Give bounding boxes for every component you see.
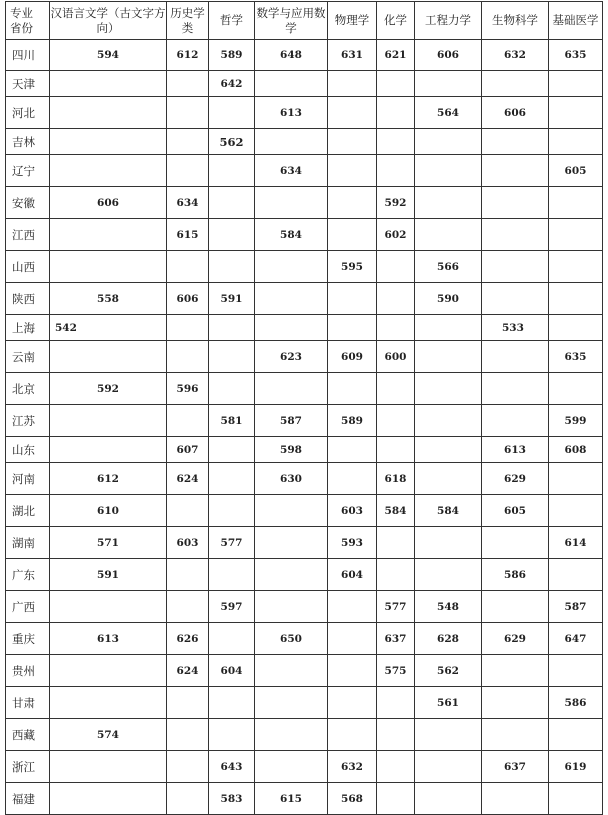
score-cell xyxy=(415,187,482,219)
province-cell: 西藏 xyxy=(6,719,50,751)
score-cell: 604 xyxy=(328,559,377,591)
score-cell xyxy=(167,719,209,751)
score-cell: 542 xyxy=(50,315,167,341)
score-cell xyxy=(482,783,549,815)
score-cell: 548 xyxy=(415,591,482,623)
score-cell: 593 xyxy=(328,527,377,559)
table-row xyxy=(6,129,603,155)
score-cell xyxy=(50,655,167,687)
score-cell xyxy=(209,559,255,591)
score-cell xyxy=(255,687,328,719)
table-row xyxy=(6,591,603,623)
score-cell: 637 xyxy=(377,623,415,655)
score-cell xyxy=(415,373,482,405)
score-cell: 591 xyxy=(50,559,167,591)
table-row xyxy=(6,40,603,71)
score-cell xyxy=(549,251,603,283)
province-cell: 辽宁 xyxy=(6,155,50,187)
score-cell xyxy=(377,751,415,783)
score-cell: 584 xyxy=(255,219,328,251)
score-cell xyxy=(328,463,377,495)
score-cell xyxy=(415,527,482,559)
score-cell: 568 xyxy=(328,783,377,815)
score-cell: 648 xyxy=(255,40,328,71)
score-cell xyxy=(549,463,603,495)
score-cell xyxy=(167,495,209,527)
score-cell: 624 xyxy=(167,655,209,687)
score-cell xyxy=(209,437,255,463)
score-cell: 630 xyxy=(255,463,328,495)
score-cell: 562 xyxy=(209,129,255,155)
score-cell xyxy=(549,283,603,315)
score-cell xyxy=(377,783,415,815)
table-row xyxy=(6,751,603,783)
score-cell: 635 xyxy=(549,341,603,373)
score-cell: 561 xyxy=(415,687,482,719)
province-cell: 河南 xyxy=(6,463,50,495)
score-cell: 581 xyxy=(209,405,255,437)
header-row xyxy=(6,2,603,40)
score-cell xyxy=(482,655,549,687)
score-cell: 618 xyxy=(377,463,415,495)
table-row xyxy=(6,463,603,495)
table-row xyxy=(6,655,603,687)
table-row xyxy=(6,97,603,129)
score-cell xyxy=(415,315,482,341)
header-history: 历史学类 xyxy=(167,2,209,40)
score-cell: 592 xyxy=(50,373,167,405)
table-body xyxy=(6,40,603,815)
score-cell xyxy=(50,751,167,783)
province-cell: 山东 xyxy=(6,437,50,463)
score-cell: 629 xyxy=(482,463,549,495)
table-row xyxy=(6,315,603,341)
score-cell xyxy=(255,655,328,687)
score-cell xyxy=(255,251,328,283)
score-cell: 613 xyxy=(482,437,549,463)
score-cell xyxy=(549,71,603,97)
province-cell: 河北 xyxy=(6,97,50,129)
province-cell: 天津 xyxy=(6,71,50,97)
province-cell: 陕西 xyxy=(6,283,50,315)
score-cell xyxy=(50,783,167,815)
score-cell: 614 xyxy=(549,527,603,559)
score-cell: 623 xyxy=(255,341,328,373)
score-cell xyxy=(482,187,549,219)
score-cell: 635 xyxy=(549,40,603,71)
score-cell xyxy=(415,129,482,155)
score-cell xyxy=(209,97,255,129)
table-row xyxy=(6,219,603,251)
score-cell: 589 xyxy=(328,405,377,437)
score-cell xyxy=(549,719,603,751)
province-cell: 云南 xyxy=(6,341,50,373)
score-cell xyxy=(167,405,209,437)
score-cell: 634 xyxy=(255,155,328,187)
score-cell xyxy=(255,591,328,623)
province-cell: 江苏 xyxy=(6,405,50,437)
score-cell xyxy=(328,129,377,155)
score-cell: 605 xyxy=(482,495,549,527)
score-cell: 575 xyxy=(377,655,415,687)
score-cell xyxy=(50,219,167,251)
score-cell: 615 xyxy=(167,219,209,251)
score-cell xyxy=(377,405,415,437)
score-cell: 609 xyxy=(328,341,377,373)
province-cell: 北京 xyxy=(6,373,50,405)
score-cell: 558 xyxy=(50,283,167,315)
score-cell: 598 xyxy=(255,437,328,463)
score-cell xyxy=(328,437,377,463)
score-cell xyxy=(209,155,255,187)
score-cell xyxy=(50,71,167,97)
score-cell xyxy=(50,155,167,187)
score-cell: 577 xyxy=(377,591,415,623)
score-cell xyxy=(549,219,603,251)
score-cell xyxy=(415,341,482,373)
table-row xyxy=(6,687,603,719)
score-cell xyxy=(482,405,549,437)
score-cell: 533 xyxy=(482,315,549,341)
score-cell: 602 xyxy=(377,219,415,251)
score-cell xyxy=(328,623,377,655)
score-cell: 606 xyxy=(415,40,482,71)
score-cell: 584 xyxy=(377,495,415,527)
score-cell: 605 xyxy=(549,155,603,187)
score-cell: 592 xyxy=(377,187,415,219)
province-cell: 甘肃 xyxy=(6,687,50,719)
score-cell xyxy=(328,71,377,97)
score-cell: 587 xyxy=(549,591,603,623)
score-cell xyxy=(415,219,482,251)
score-cell: 586 xyxy=(549,687,603,719)
score-cell xyxy=(209,251,255,283)
table-row xyxy=(6,623,603,655)
score-cell xyxy=(415,751,482,783)
score-cell: 577 xyxy=(209,527,255,559)
score-cell xyxy=(209,341,255,373)
score-cell xyxy=(549,315,603,341)
score-cell xyxy=(377,283,415,315)
province-cell: 四川 xyxy=(6,40,50,71)
score-cell: 566 xyxy=(415,251,482,283)
province-cell: 安徽 xyxy=(6,187,50,219)
score-cell xyxy=(328,97,377,129)
score-cell xyxy=(328,155,377,187)
score-cell xyxy=(549,655,603,687)
header-chemistry: 化学 xyxy=(377,2,415,40)
score-cell xyxy=(377,559,415,591)
province-cell: 重庆 xyxy=(6,623,50,655)
score-cell xyxy=(482,341,549,373)
table-row xyxy=(6,719,603,751)
table-row xyxy=(6,373,603,405)
score-cell: 650 xyxy=(255,623,328,655)
score-cell: 595 xyxy=(328,251,377,283)
score-cell: 626 xyxy=(167,623,209,655)
score-cell: 606 xyxy=(167,283,209,315)
score-cell xyxy=(549,495,603,527)
score-cell xyxy=(50,687,167,719)
score-cell xyxy=(377,71,415,97)
score-cell xyxy=(377,251,415,283)
score-cell xyxy=(328,283,377,315)
score-cell: 612 xyxy=(50,463,167,495)
score-cell xyxy=(209,719,255,751)
score-cell xyxy=(167,97,209,129)
score-cell xyxy=(167,71,209,97)
score-cell xyxy=(415,437,482,463)
score-cell: 564 xyxy=(415,97,482,129)
score-cell xyxy=(255,373,328,405)
score-cell: 634 xyxy=(167,187,209,219)
score-cell xyxy=(415,405,482,437)
score-cell xyxy=(377,155,415,187)
score-cell: 603 xyxy=(167,527,209,559)
score-cell: 637 xyxy=(482,751,549,783)
score-cell xyxy=(328,373,377,405)
score-cell xyxy=(50,405,167,437)
score-cell: 603 xyxy=(328,495,377,527)
score-cell xyxy=(255,751,328,783)
score-cell xyxy=(549,187,603,219)
score-cell: 629 xyxy=(482,623,549,655)
score-cell xyxy=(377,687,415,719)
province-cell: 湖南 xyxy=(6,527,50,559)
score-cell xyxy=(209,219,255,251)
table-row xyxy=(6,495,603,527)
score-cell xyxy=(415,71,482,97)
score-cell xyxy=(377,527,415,559)
table-row xyxy=(6,437,603,463)
score-cell: 647 xyxy=(549,623,603,655)
province-cell: 贵州 xyxy=(6,655,50,687)
score-cell xyxy=(209,623,255,655)
score-cell xyxy=(167,783,209,815)
score-cell: 596 xyxy=(167,373,209,405)
score-cell xyxy=(415,559,482,591)
province-cell: 湖北 xyxy=(6,495,50,527)
score-cell xyxy=(167,687,209,719)
score-cell: 571 xyxy=(50,527,167,559)
score-cell xyxy=(377,719,415,751)
table-row xyxy=(6,283,603,315)
province-cell: 广西 xyxy=(6,591,50,623)
score-cell: 632 xyxy=(328,751,377,783)
score-cell xyxy=(415,783,482,815)
table-row xyxy=(6,187,603,219)
score-cell xyxy=(209,495,255,527)
score-cell xyxy=(50,341,167,373)
score-cell xyxy=(255,71,328,97)
score-cell xyxy=(255,283,328,315)
admission-score-table xyxy=(5,1,603,815)
score-cell xyxy=(415,719,482,751)
score-cell: 606 xyxy=(50,187,167,219)
score-cell xyxy=(209,687,255,719)
score-cell xyxy=(377,373,415,405)
score-cell xyxy=(377,129,415,155)
score-cell: 594 xyxy=(50,40,167,71)
province-cell: 山西 xyxy=(6,251,50,283)
score-cell: 621 xyxy=(377,40,415,71)
score-cell xyxy=(255,527,328,559)
score-cell xyxy=(328,187,377,219)
table-row xyxy=(6,251,603,283)
table-row xyxy=(6,71,603,97)
score-cell: 643 xyxy=(209,751,255,783)
province-cell: 福建 xyxy=(6,783,50,815)
table-row xyxy=(6,405,603,437)
score-cell xyxy=(167,341,209,373)
score-cell xyxy=(482,129,549,155)
score-cell xyxy=(167,155,209,187)
score-cell: 606 xyxy=(482,97,549,129)
table-row xyxy=(6,527,603,559)
score-cell xyxy=(50,251,167,283)
score-cell xyxy=(328,655,377,687)
header-physics: 物理学 xyxy=(328,2,377,40)
score-cell xyxy=(482,155,549,187)
score-cell xyxy=(50,97,167,129)
score-cell: 607 xyxy=(167,437,209,463)
score-cell: 599 xyxy=(549,405,603,437)
province-cell: 吉林 xyxy=(6,129,50,155)
score-cell: 600 xyxy=(377,341,415,373)
score-cell: 615 xyxy=(255,783,328,815)
score-cell xyxy=(209,315,255,341)
score-cell xyxy=(209,187,255,219)
score-cell: 624 xyxy=(167,463,209,495)
score-cell: 604 xyxy=(209,655,255,687)
score-cell: 632 xyxy=(482,40,549,71)
header-province: 专业 省份 xyxy=(6,2,50,40)
score-cell: 587 xyxy=(255,405,328,437)
score-cell: 562 xyxy=(415,655,482,687)
score-cell xyxy=(482,71,549,97)
province-cell: 江西 xyxy=(6,219,50,251)
score-cell: 586 xyxy=(482,559,549,591)
score-cell xyxy=(167,751,209,783)
score-cell xyxy=(255,495,328,527)
table-row xyxy=(6,341,603,373)
header-mathematics: 数学与应用数学 xyxy=(255,2,328,40)
score-cell xyxy=(255,129,328,155)
score-cell: 583 xyxy=(209,783,255,815)
province-cell: 浙江 xyxy=(6,751,50,783)
header-biology: 生物科学 xyxy=(482,2,549,40)
score-cell xyxy=(482,719,549,751)
score-cell xyxy=(482,687,549,719)
score-cell xyxy=(415,155,482,187)
score-cell: 590 xyxy=(415,283,482,315)
header-philosophy: 哲学 xyxy=(209,2,255,40)
header-basic-medicine: 基础医学 xyxy=(549,2,603,40)
score-cell xyxy=(482,219,549,251)
score-cell xyxy=(328,315,377,341)
score-cell xyxy=(549,783,603,815)
score-cell xyxy=(328,591,377,623)
score-cell: 612 xyxy=(167,40,209,71)
province-cell: 上海 xyxy=(6,315,50,341)
score-cell xyxy=(328,687,377,719)
score-cell xyxy=(482,251,549,283)
score-cell xyxy=(50,591,167,623)
score-cell xyxy=(255,559,328,591)
score-cell: 613 xyxy=(255,97,328,129)
score-cell xyxy=(255,719,328,751)
score-cell: 628 xyxy=(415,623,482,655)
score-cell xyxy=(167,559,209,591)
score-cell xyxy=(255,315,328,341)
score-cell: 589 xyxy=(209,40,255,71)
score-cell xyxy=(209,463,255,495)
score-cell: 610 xyxy=(50,495,167,527)
score-cell: 584 xyxy=(415,495,482,527)
score-cell xyxy=(209,373,255,405)
score-cell: 642 xyxy=(209,71,255,97)
score-cell: 613 xyxy=(50,623,167,655)
province-cell: 广东 xyxy=(6,559,50,591)
score-cell xyxy=(377,437,415,463)
score-cell xyxy=(482,373,549,405)
score-cell: 608 xyxy=(549,437,603,463)
score-cell: 597 xyxy=(209,591,255,623)
score-cell xyxy=(549,129,603,155)
score-cell: 574 xyxy=(50,719,167,751)
header-chinese-literature: 汉语言文学（古文字方向） xyxy=(50,2,167,40)
table-row xyxy=(6,783,603,815)
score-cell xyxy=(50,129,167,155)
table-row xyxy=(6,559,603,591)
score-cell xyxy=(549,559,603,591)
score-cell xyxy=(482,283,549,315)
score-cell xyxy=(377,315,415,341)
header-engineering-mechanics: 工程力学 xyxy=(415,2,482,40)
score-cell: 631 xyxy=(328,40,377,71)
score-cell xyxy=(549,97,603,129)
score-cell: 619 xyxy=(549,751,603,783)
score-cell: 591 xyxy=(209,283,255,315)
table-row xyxy=(6,155,603,187)
score-cell xyxy=(482,527,549,559)
score-cell xyxy=(255,187,328,219)
score-cell xyxy=(328,219,377,251)
score-cell xyxy=(377,97,415,129)
score-cell xyxy=(167,591,209,623)
score-cell xyxy=(50,437,167,463)
score-cell xyxy=(167,129,209,155)
score-cell xyxy=(167,315,209,341)
score-cell xyxy=(549,373,603,405)
score-cell xyxy=(415,463,482,495)
score-cell xyxy=(328,719,377,751)
score-cell xyxy=(167,251,209,283)
score-cell xyxy=(482,591,549,623)
